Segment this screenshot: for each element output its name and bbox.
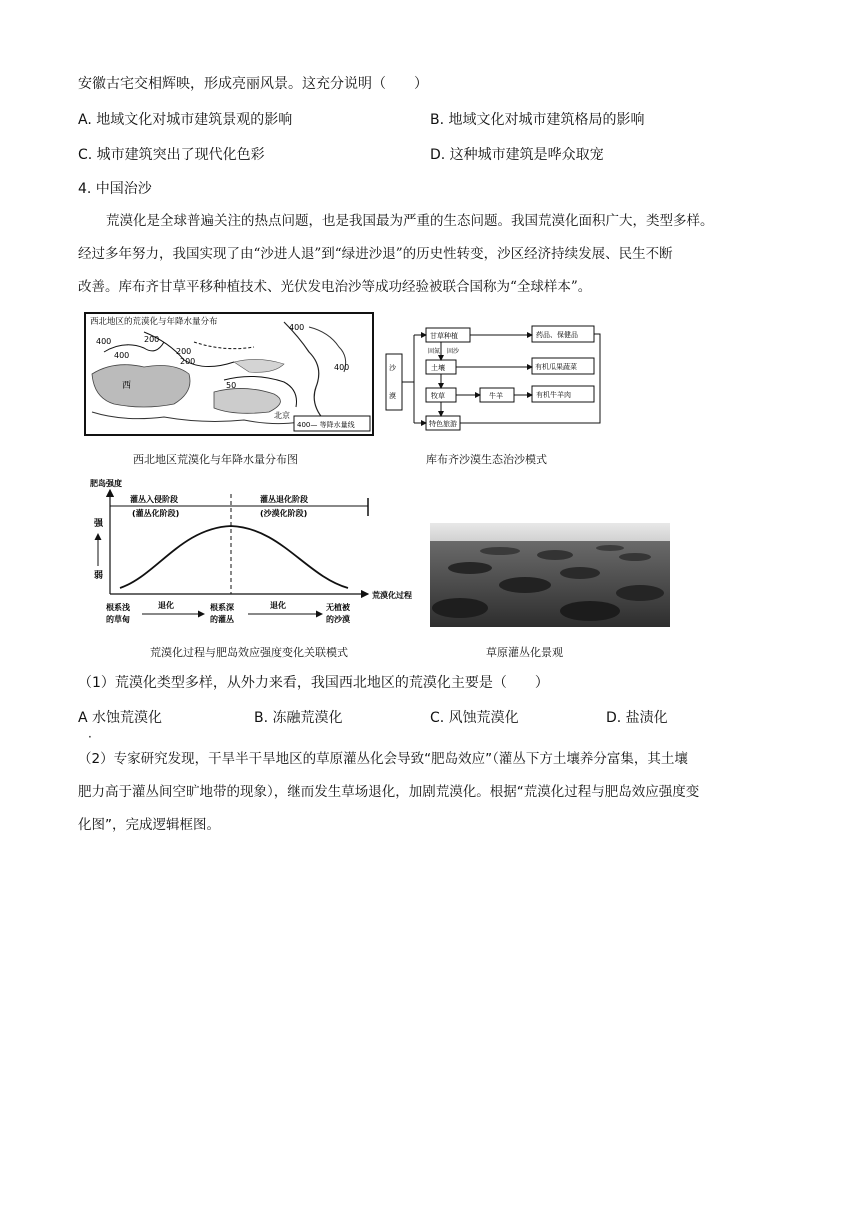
q3-option-b: B. 地域文化对城市建筑格局的影响: [430, 112, 645, 128]
contour-label: 400: [96, 337, 112, 346]
x-axis-label: 荒漠化过程: [372, 591, 412, 600]
sub1-option-c: C. 风蚀荒漠化: [430, 710, 519, 726]
sub1-option-d: D. 盐渍化: [606, 710, 668, 726]
box-medicine: 药品、保健品: [536, 331, 578, 339]
passage-line-3: 改善。库布齐甘草平移种植技术、光伏发电治沙等成功经验被联合国称为“全球样本”。: [78, 279, 592, 295]
region-label: 西: [122, 381, 132, 391]
degrade-label-1: 退化: [158, 601, 174, 610]
y-weak-label: 弱: [94, 571, 104, 581]
emphasis-dot: ·: [88, 730, 92, 744]
beijing-label: 北京: [274, 411, 290, 420]
grassland-shrub-photo: [430, 523, 670, 627]
sub2-line-1: （2）专家研究发现，干旱半干旱地区的草原灌丛化会导致“肥岛效应”（灌丛下方土壤养分富集，其土壤: [78, 751, 688, 767]
degrade-label-2: 退化: [270, 601, 286, 610]
box-organic-produce: 有机瓜果蔬菜: [535, 363, 577, 371]
q3-stem-tail: 安徽古宅交相辉映，形成亮丽风景。这充分说明（ ）: [78, 76, 428, 92]
contour-label: 400: [334, 363, 350, 372]
flow-caption: 库布齐沙漠生态治沙模式: [426, 453, 547, 466]
contour-label: 200: [176, 347, 192, 356]
side-label-bottom: 漠: [389, 392, 396, 400]
box-forage: 牧草: [431, 392, 445, 400]
box-cattle: 牛羊: [489, 392, 503, 400]
stage1-title: 灌丛入侵阶段: [130, 495, 178, 504]
x-point-shrub: 根系深: [210, 603, 234, 612]
sub1-option-b: B. 冻融荒漠化: [254, 710, 343, 726]
passage-line-2: 经过多年努力，我国实现了由“沙进人退”到“绿进沙退”的历史性转变，沙区经济持续发展、民生不断: [78, 246, 673, 262]
q3-option-a: A. 地域文化对城市建筑景观的影响: [78, 112, 293, 128]
stage1-subtitle: (灌丛化阶段): [132, 509, 180, 518]
box-licorice: 甘草种植: [430, 332, 458, 340]
contour-label: 400: [114, 351, 130, 360]
x-point-desert: 无植被: [326, 603, 350, 612]
q3-option-d: D. 这种城市建筑是哗众取宠: [430, 147, 604, 163]
curve-caption: 荒漠化过程与肥岛效应强度变化关联模式: [150, 646, 348, 659]
sub2-line-3: 化图”，完成逻辑框图。: [78, 817, 220, 833]
box-soil: 土壤: [431, 364, 445, 372]
x-point-meadow-line2: 的草甸: [106, 615, 130, 624]
map-legend: 400— 等降水量线: [297, 421, 355, 429]
stage2-title: 灌丛退化阶段: [260, 495, 308, 504]
photo-caption: 草原灌丛化景观: [486, 646, 563, 659]
box-tourism: 特色旅游: [429, 420, 457, 428]
side-label-top: 沙: [389, 364, 396, 372]
kubuqi-ecological-model-diagram: [384, 318, 604, 434]
contour-label: 200: [144, 335, 160, 344]
sub1-option-a: A 水蚀荒漠化: [78, 710, 163, 726]
stage2-subtitle: (沙漠化阶段): [260, 509, 308, 518]
q4-passage: [78, 205, 790, 304]
q3-option-c: C. 城市建筑突出了现代化色彩: [78, 147, 265, 163]
contour-label: 50: [226, 381, 237, 390]
sub2-line-2: 肥力高于灌丛间空旷地带的现象），继而发生草场退化，加剧荒漠化。根据“荒漠化过程与肥岛效应强度变: [78, 784, 700, 800]
x-point-shrub-line2: 的灌丛: [210, 615, 234, 624]
x-point-meadow: 根系浅: [106, 603, 130, 612]
fertility-island-curve-chart: [86, 476, 426, 634]
y-strong-label: 强: [94, 519, 104, 529]
arrow-label-nitrogen: 固氮: [428, 348, 441, 355]
northwest-desertification-map: [84, 312, 374, 436]
box-organic-meat: 有机牛羊肉: [536, 391, 571, 399]
y-axis-label: 肥岛强度: [90, 479, 122, 488]
contour-label: 200: [180, 357, 196, 366]
passage-line-1: 荒漠化是全球普遍关注的热点问题，也是我国最为严重的生态问题。我国荒漠化面积广大，类型多样。: [106, 213, 714, 229]
sub1-stem: （1）荒漠化类型多样，从外力来看，我国西北地区的荒漠化主要是（ ）: [78, 675, 549, 691]
sub2-text: [78, 743, 790, 842]
x-point-desert-line2: 的沙漠: [326, 615, 350, 624]
q4-heading: 4. 中国治沙: [78, 181, 152, 197]
arrow-label-sand: 固沙: [447, 348, 460, 355]
map-title: 西北地区的荒漠化与年降水量分布: [90, 317, 218, 327]
contour-label: 400: [289, 323, 305, 332]
map-caption: 西北地区荒漠化与年降水量分布图: [133, 453, 298, 466]
